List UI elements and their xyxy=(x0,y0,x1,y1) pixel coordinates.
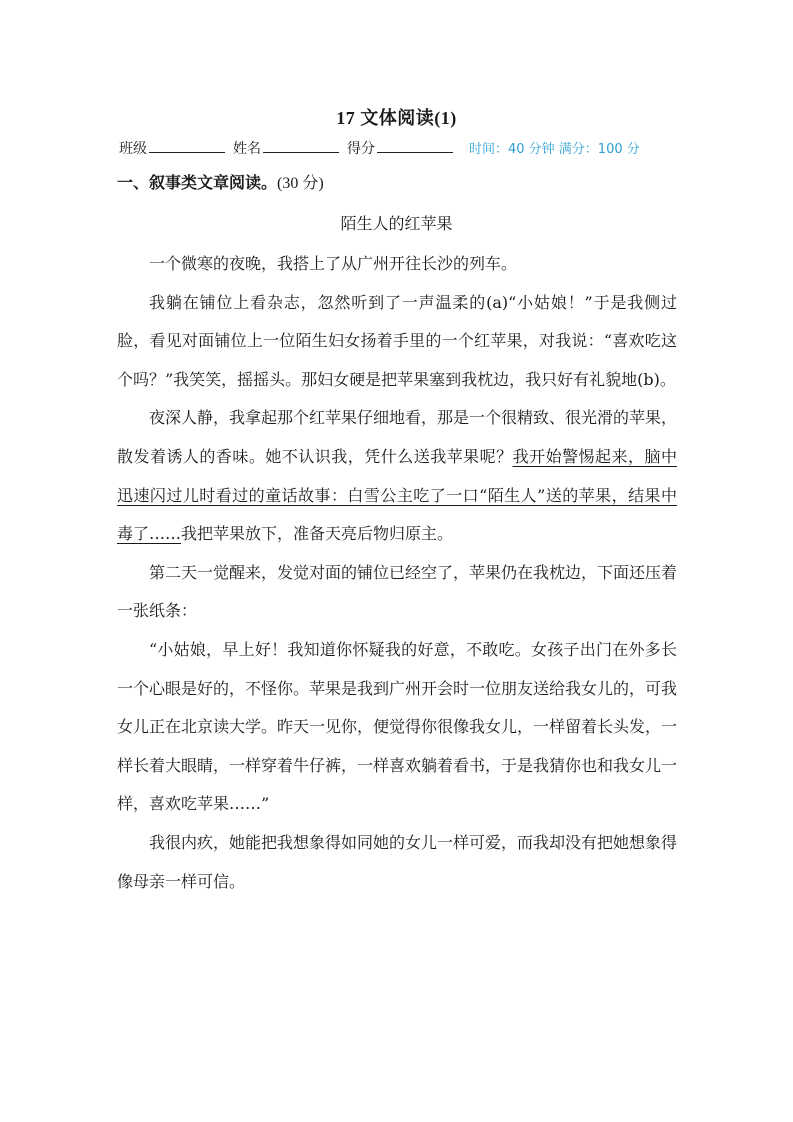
article-body xyxy=(117,245,677,901)
underlined-sentence: 我开始警惕起来，脑中迅速闪过儿时看过的童话故事：白雪公主吃了一口“陌生人”送的苹果，结果中毒了…… xyxy=(117,446,677,544)
section-heading-text: 一、叙事类文章阅读。 xyxy=(117,173,278,192)
class-blank[interactable] xyxy=(149,138,225,153)
article-title: 陌生人的红苹果 xyxy=(340,214,453,233)
document-title: 17 文体阅读(1) xyxy=(336,108,457,128)
name-label: 姓名 xyxy=(233,141,261,157)
section-heading xyxy=(117,170,324,193)
name-blank[interactable] xyxy=(263,138,339,153)
time-and-total-score: 时间：40 分钟 满分：100 分 xyxy=(469,142,640,157)
score-field xyxy=(347,138,453,158)
class-label: 班级 xyxy=(119,141,147,157)
paragraph-6: 我很内疚，她能把我想象得如同她的女儿一样可爱，而我却没有把她想象得像母亲一样可信。 xyxy=(117,832,678,891)
score-blank[interactable] xyxy=(377,138,453,153)
paragraph-3-after: 我把苹果放下，准备天亮后物归原主。 xyxy=(181,524,454,544)
paragraph-1: 一个微寒的夜晚，我搭上了从广州开往长沙的列车。 xyxy=(149,254,518,273)
paragraph-3 xyxy=(117,399,677,553)
score-label: 得分 xyxy=(347,141,375,157)
paragraph-4: 第二天一觉醒来，发觉对面的铺位已经空了，苹果仍在我枕边，下面还压着一张纸条： xyxy=(117,562,678,621)
paragraph-2: 我躺在铺位上看杂志，忽然听到了一声温柔的(a)“小姑娘！”于是我侧过脸，看见对面铺位上一位陌生妇女扬着手里的一个红苹果，对我说：“喜欢吃这个吗？”我笑笑，摇摇头。那妇女硬是把苹果塞到我枕边，我只好有礼貌地(b)。 xyxy=(117,292,677,389)
paragraph-3-before: 夜深人静，我拿起那个红苹果仔细地看，那是一个很精致、很光滑的苹果，散发着诱人的香味。她不认识我，凭什么送我苹果呢？ xyxy=(117,408,678,466)
name-field xyxy=(233,138,339,158)
student-info-row xyxy=(119,138,679,158)
paragraph-5-note: “小姑娘，早上好！我知道你怀疑我的好意，不敢吃。女孩子出门在外多长一个心眼是好的，不怪你。苹果是我到广州开会时一位朋友送给我女儿的，可我女儿正在北京读大学。昨天一见你，便觉得你很像我女儿，一样留着长头发，一样长着大眼睛，一样穿着牛仔裤，一样喜欢躺着看书，于是我猜你也和我女儿一样，喜欢吃苹果……” xyxy=(117,639,678,814)
section-points: (30 分) xyxy=(277,175,324,192)
class-field xyxy=(119,138,225,158)
